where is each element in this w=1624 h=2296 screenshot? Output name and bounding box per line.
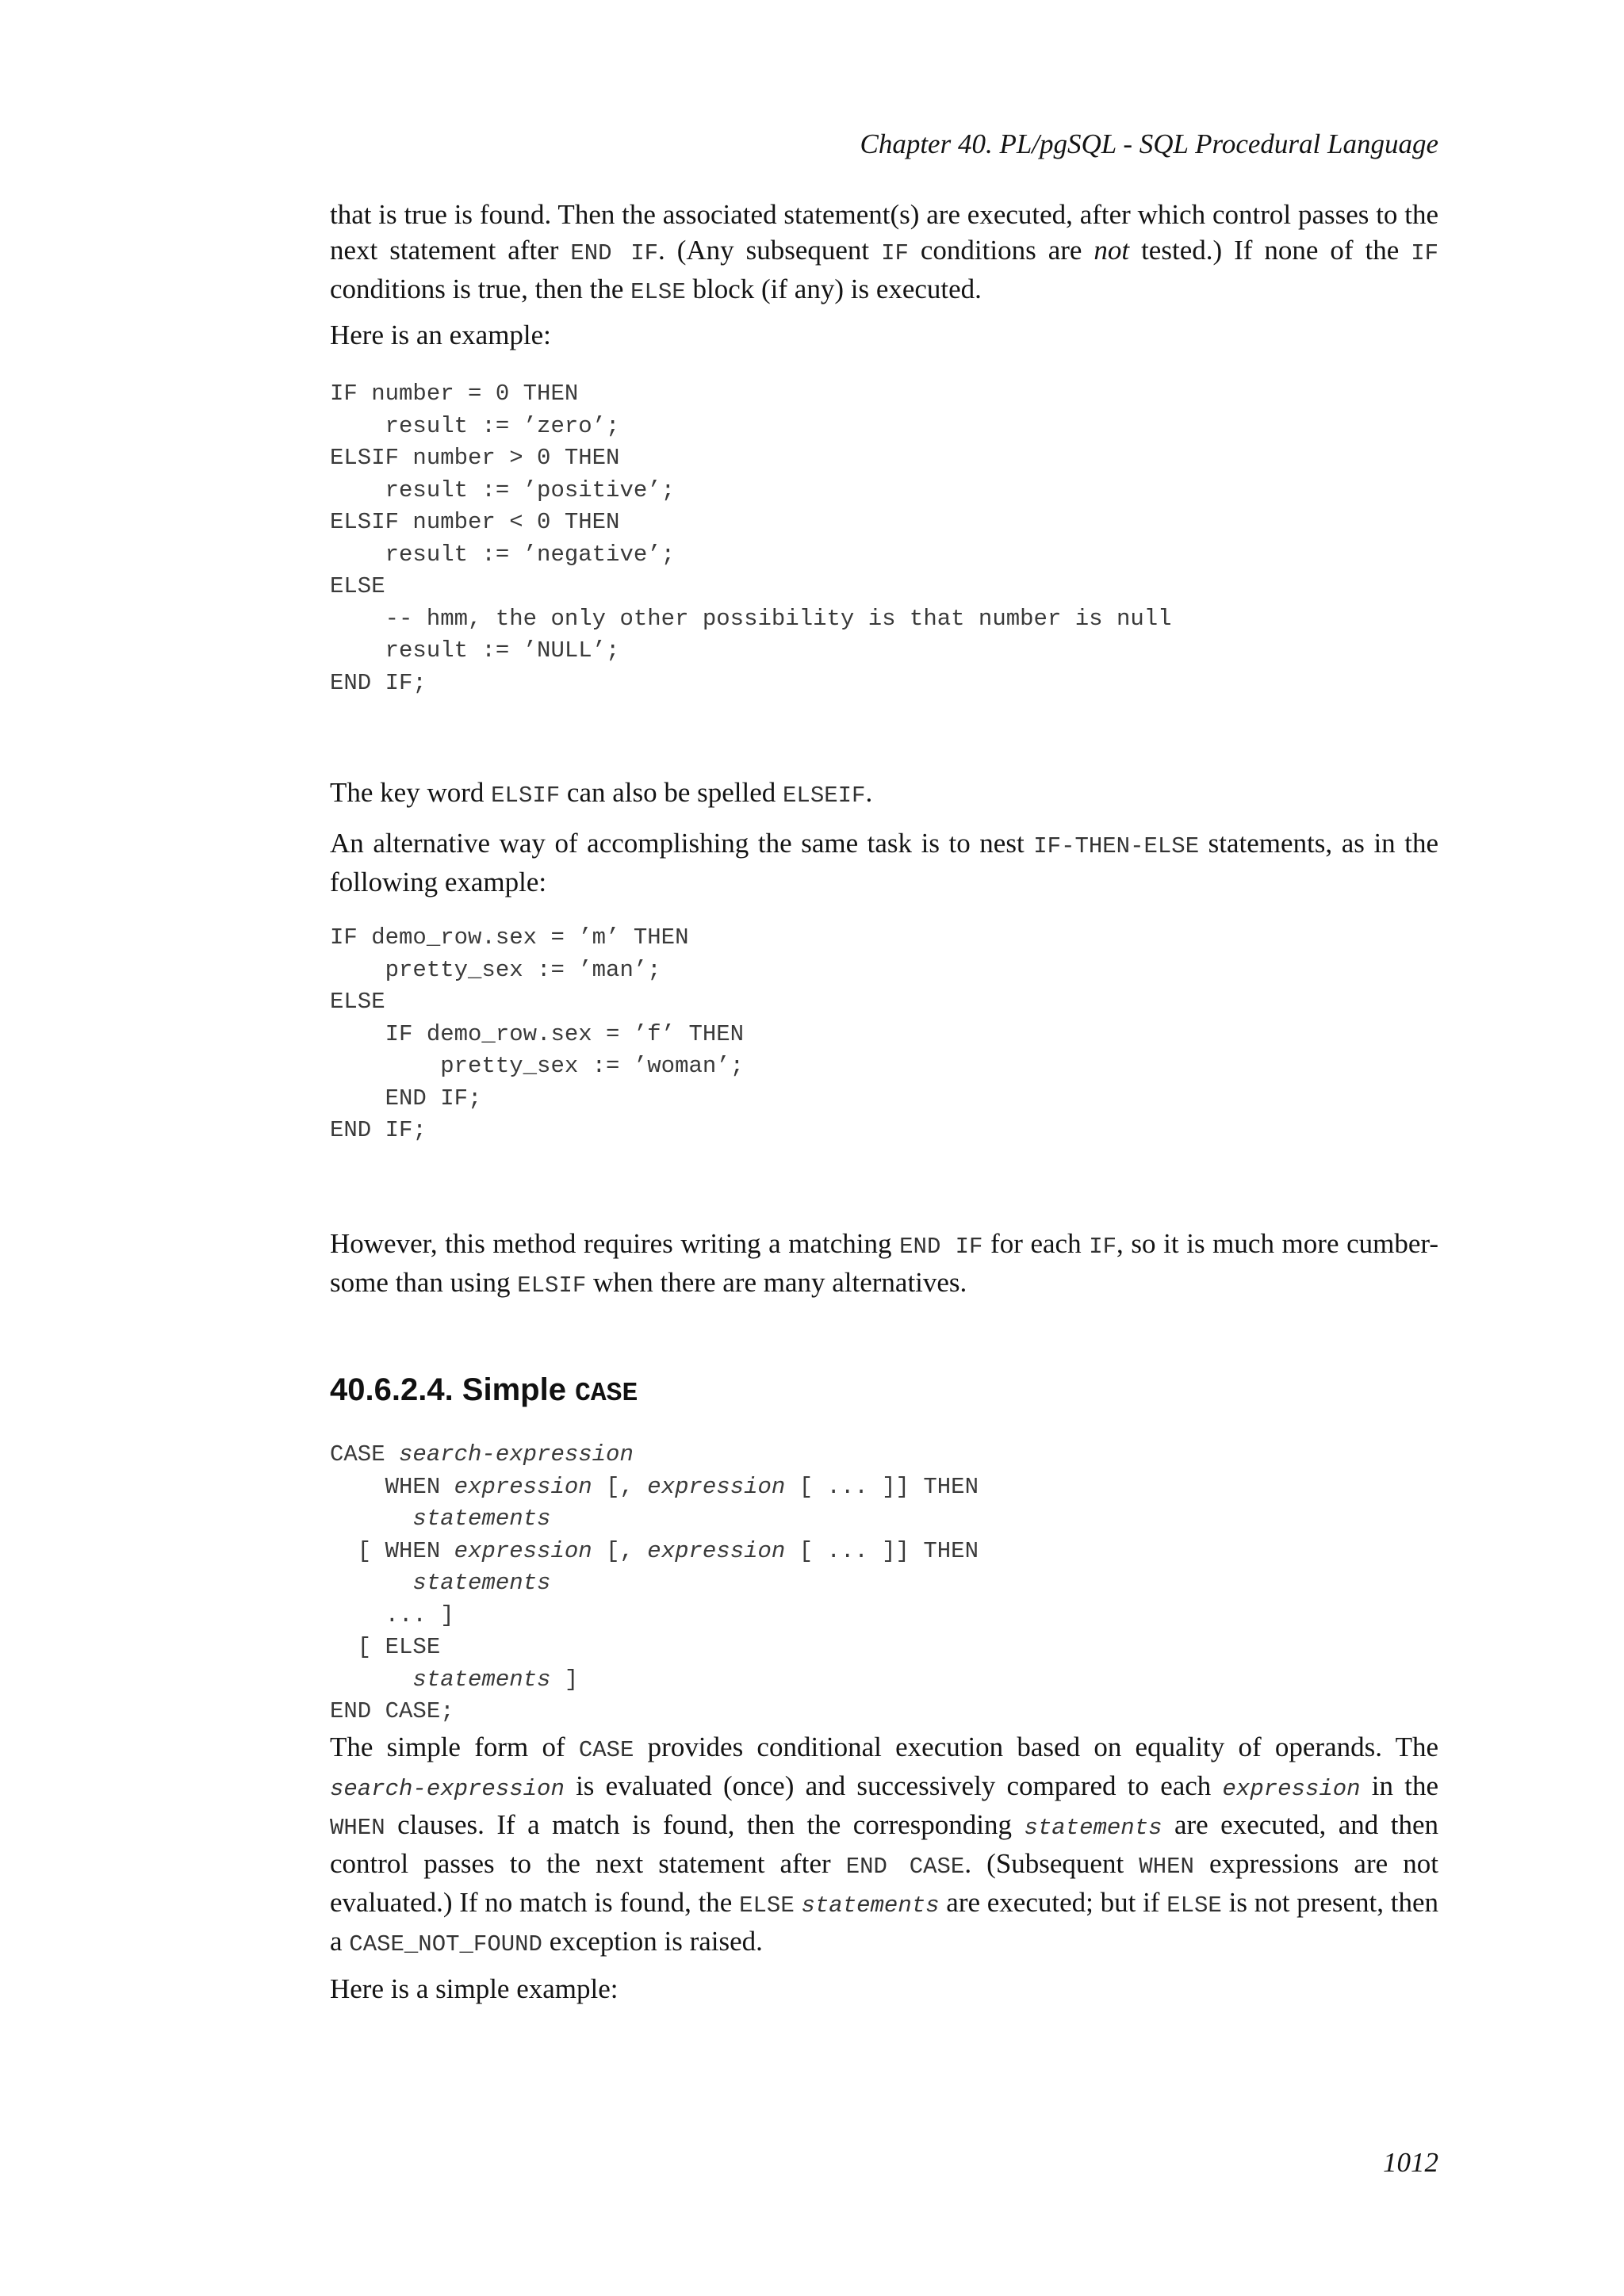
code-block-case-synopsis	[330, 1439, 979, 1728]
code-block-elsif-example	[330, 378, 1172, 699]
code-line: ELSIF number < 0 THEN	[330, 509, 620, 535]
code-line: statements ]	[412, 1666, 579, 1693]
code-line: END IF;	[330, 669, 427, 696]
code-line: result := ’NULL’;	[330, 637, 620, 664]
code-line: ... ]	[330, 1601, 454, 1628]
code-line: statements	[412, 1570, 551, 1596]
code-block-nested-if-example	[330, 922, 744, 1147]
paragraph-cumbersome-note: However, this method requires writing a matching END IF for each IF, so it is much more cumber-some than using ELSIF when there are many alternatives.	[330, 1228, 1438, 1299]
paragraph-simple-case-description: The simple form of CASE provides conditional execution based on equality of operands. The search-expression is evaluated (once) and successively compared to each expression in the WHEN clauses. If a match is found, then the corresponding statements are executed, and then control passes to the next statement after END CASE. (Subsequent WHEN expressions are not evaluated.) If no match is found, the ELSE statements are executed; but if ELSE is not present, then a CASE_NOT_FOUND exception is raised.	[330, 1732, 1439, 1957]
code-line: result := ’positive’;	[330, 476, 676, 503]
code-line: statements	[412, 1506, 551, 1532]
code-line: ELSIF number > 0 THEN	[330, 445, 620, 471]
code-line: ELSE	[330, 989, 385, 1015]
code-line: result := ’negative’;	[330, 541, 676, 568]
code-line: IF number = 0 THEN	[330, 381, 579, 407]
code-line: END IF;	[330, 1085, 482, 1112]
paragraph-elseif-note: The key word ELSIF can also be spelled ELSEIF.	[330, 777, 873, 809]
code-line: CASE search-expression	[330, 1441, 634, 1468]
paragraph-simple-example-intro: Here is a simple example:	[330, 1973, 619, 2004]
code-line: IF demo_row.sex = ’m’ THEN	[330, 924, 689, 951]
section-heading-simple-case: 40.6.2.4. Simple CASE	[330, 1372, 638, 1408]
code-line: -- hmm, the only other possibility is that number is null	[330, 605, 1172, 632]
code-line: [ WHEN expression [, expression [ ... ]] THEN	[330, 1537, 979, 1564]
paragraph-if-conditions: that is true is found. Then the associated statement(s) are executed, after which control passes to the next statement after END IF. (Any subsequent IF conditions are not tested.) If none of the IF conditions is true, then the ELSE block (if any) is executed.	[330, 199, 1439, 305]
paragraph-nested-alternative: An alternative way of accomplishing the same task is to nest IF-THEN-ELSE statements, as in the following example:	[330, 828, 1438, 897]
code-line: WHEN expression [, expression [ ... ]] THEN	[330, 1473, 979, 1500]
code-line: END CASE;	[330, 1698, 454, 1724]
code-line: pretty_sex := ’man’;	[330, 956, 661, 983]
code-line: pretty_sex := ’woman’;	[330, 1053, 745, 1079]
code-line: ELSE	[330, 573, 385, 599]
code-line: result := ’zero’;	[330, 412, 620, 439]
code-line: [ ELSE	[330, 1634, 441, 1660]
code-line: IF demo_row.sex = ’f’ THEN	[330, 1020, 745, 1047]
paragraph-example-intro: Here is an example:	[330, 320, 551, 350]
code-line: END IF;	[330, 1117, 427, 1143]
page-number: 1012	[1383, 2147, 1438, 2178]
running-header: Chapter 40. PL/pgSQL - SQL Procedural Language	[860, 128, 1438, 159]
